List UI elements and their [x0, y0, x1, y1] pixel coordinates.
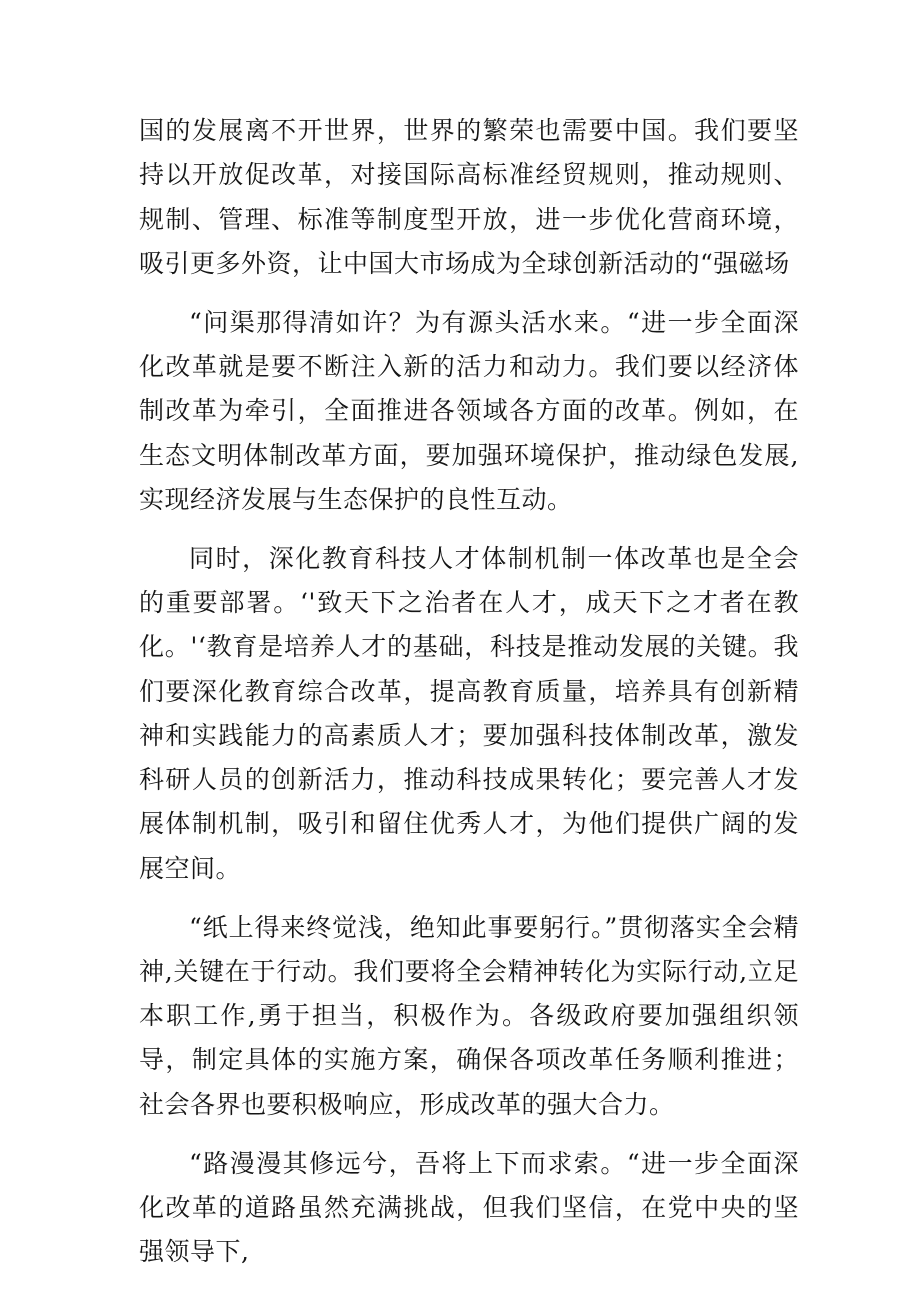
paragraph-3	[139, 537, 799, 891]
paragraph-4	[139, 906, 799, 1127]
paragraph-5-text: “路漫漫其修远兮，吾将上下而求索。“进一步全面深化改革的道路虽然充满挑战，但我们坚信，在党中央的坚强领导下,	[139, 1148, 799, 1267]
paragraph-5	[139, 1142, 799, 1275]
paragraph-4-text: “纸上得来终觉浅，绝知此事要躬行。”贯彻落实全会精神,关键在于行动。我们要将全会精神转化为实际行动,立足本职工作,勇于担当，积极作为。各级政府要加强组织领导，制定具体的实施方案，确保各项改革任务顺利推进；社会各界也要积极响应，形成改革的强大合力。	[139, 912, 799, 1119]
paragraph-2-text: “问渠那得清如许？为有源头活水来。“进一步全面深化改革就是要不断注入新的活力和动力。我们要以经济体制改革为牵引，全面推进各领域各方面的改革。例如，在生态文明体制改革方面，要加强环境保护，推动绿色发展,实现经济发展与生态保护的良性互动。	[139, 307, 799, 514]
paragraph-3-text: 同时，深化教育科技人才体制机制一体改革也是全会的重要部署。‘'致天下之治者在人才，成天下之才者在教化。'‘教育是培养人才的基础，科技是推动发展的关键。我们要深化教育综合改革，提高教育质量，培养具有创新精神和实践能力的高素质人才；要加强科技体制改革，激发科研人员的创新活力，推动科技成果转化；要完善人才发展体制机制，吸引和留住优秀人才，为他们提供广阔的发展空间。	[139, 543, 799, 883]
paragraph-1-text: 国的发展离不开世界，世界的繁荣也需要中国。我们要坚持以开放促改革，对接国际高标准经贸规则，推动规则、规制、管理、标准等制度型开放，进一步优化营商环境，吸引更多外资，让中国大市场成为全球创新活动的“强磁场	[139, 116, 799, 278]
paragraph-2	[139, 301, 799, 522]
paragraph-1	[139, 109, 799, 286]
document-body	[139, 109, 799, 1274]
